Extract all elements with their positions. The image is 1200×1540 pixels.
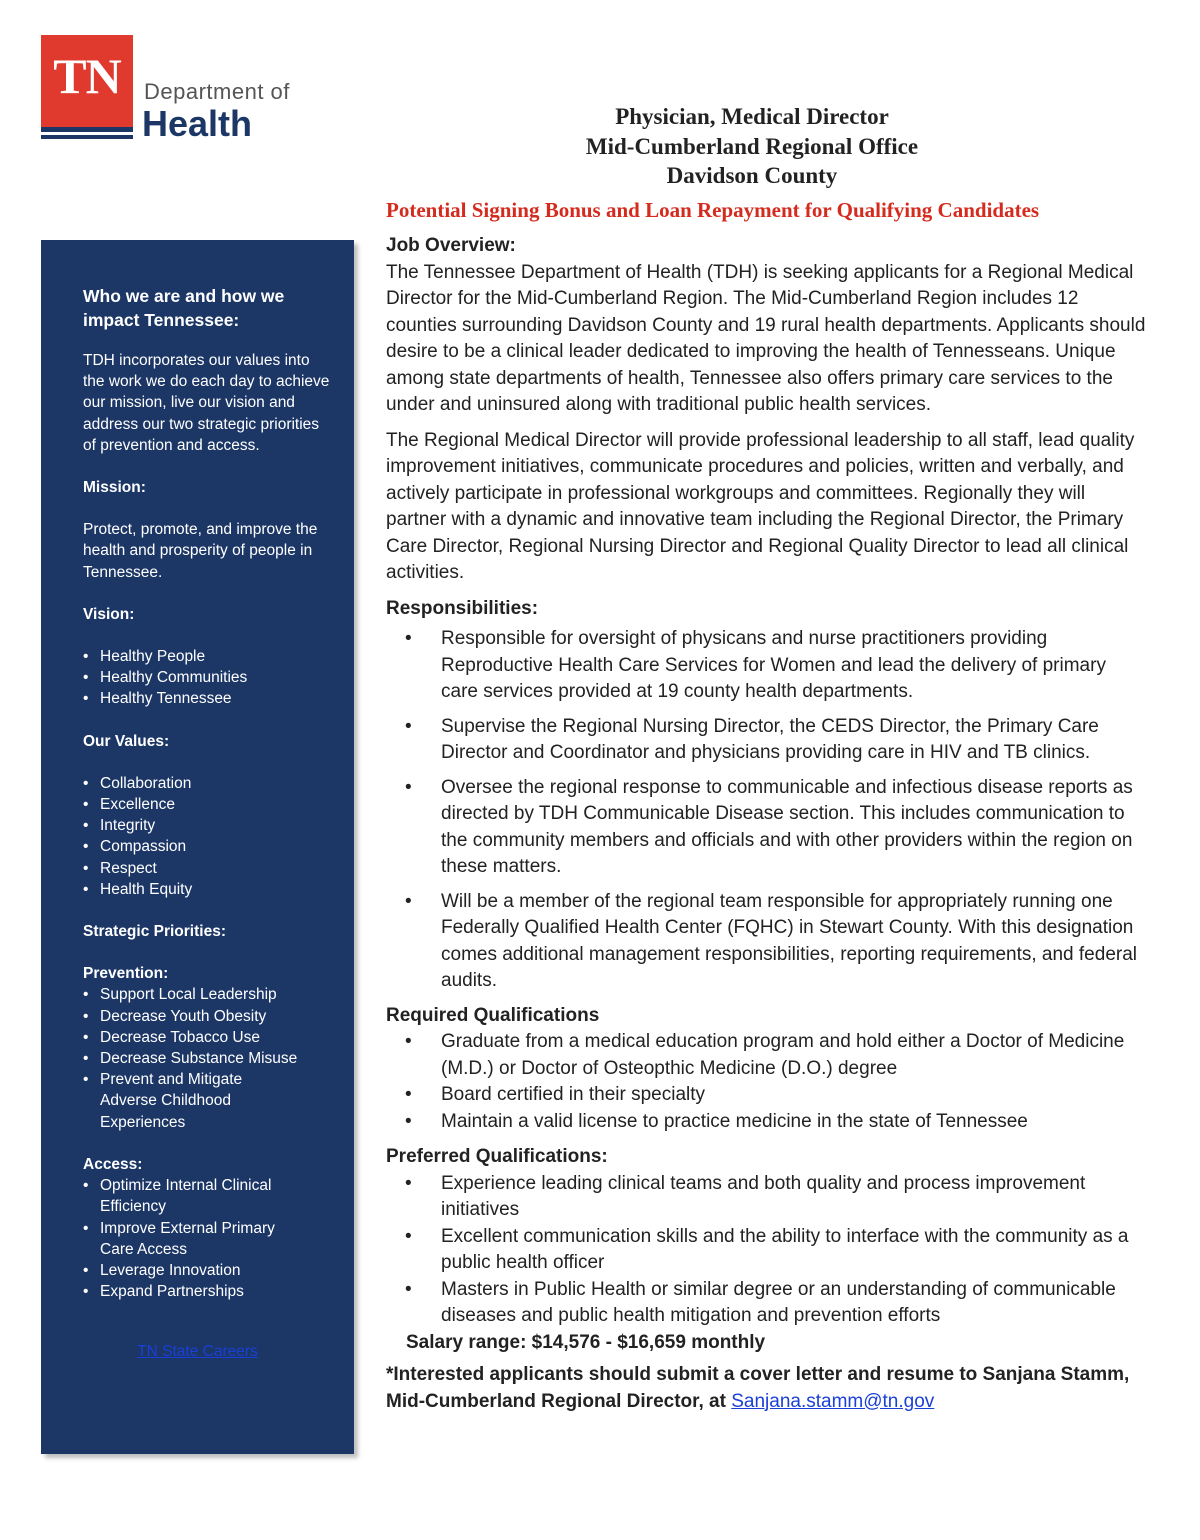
list-item: • Improve External Primary Care Access	[83, 1218, 283, 1260]
logo-department-text: Department of	[144, 79, 290, 104]
salary-range: Salary range: $14,576 - $16,659 monthly	[406, 1331, 766, 1353]
required-qualifications-list	[386, 1029, 1146, 1135]
list-item: • Graduate from a medical education program and hold either a Doctor of Medicine (M.D.) or Doctor of Osteopthic Medicine (D.O.) degree	[386, 1029, 1146, 1082]
overview-paragraph-1: The Tennessee Department of Health (TDH) is seeking applicants for a Regional Medical Director for the Mid-Cumberland Region. The Mid-Cumberland Region includes 12 counties surrounding Davidson County and 19 rural health departments. Applicants should desire to be a clinical leader dedicated to improving the health of Tennesseans. Unique among state departments of health, Tennessee also offers primary care services to the under and uninsured along with traditional public health services.	[386, 261, 1146, 415]
list-item: • Excellent communication skills and the ability to interface with the community as a public health officer	[386, 1224, 1146, 1277]
tn-health-logo	[41, 35, 301, 145]
list-item: • Supervise the Regional Nursing Director, the CEDS Director, the Primary Care Director and Coordinator and physicians providing care in HIV and TB clinics.	[386, 714, 1146, 767]
job-overview-heading: Job Overview:	[386, 235, 516, 256]
list-item: • Respect	[83, 858, 334, 879]
list-item: • Integrity	[83, 815, 334, 836]
apply-text: *Interested applicants should submit a cover letter and resume to Sanjana Stamm, Mid-Cumberland Regional Director, at	[386, 1364, 1130, 1412]
access-heading: Access:	[83, 1155, 143, 1173]
main-content	[386, 233, 1146, 1415]
list-item: • Optimize Internal Clinical Efficiency	[83, 1175, 293, 1217]
access-list	[83, 1175, 334, 1302]
sidebar-intro-heading: Who we are and how we impact Tennessee:	[83, 286, 285, 330]
logo-bar	[41, 135, 133, 139]
logo-health-text: Health	[142, 103, 253, 144]
vision-list	[83, 646, 334, 710]
overview-paragraph-2: The Regional Medical Director will provide professional leadership to all staff, lead quality improvement initiatives, communicate procedures and policies, written and verbally, and actively participate in professional workgroups and committees. Regionally they will partner with a dynamic and innovative team including the Regional Director, the Primary Care Director, Regional Nursing Director and Regional Quality Director to lead all clinical activities.	[386, 429, 1135, 583]
preferred-qualifications-list	[386, 1171, 1146, 1330]
office-name: Mid-Cumberland Regional Office	[585, 133, 919, 159]
required-qualifications-heading: Required Qualifications	[386, 1004, 600, 1026]
list-item: • Responsible for oversight of physicans and nurse practitioners providing Reproductive Health Care Services for Women and lead the delivery of primary care services provided at 19 county health departments.	[386, 626, 1146, 706]
strategic-priorities-heading: Strategic Priorities:	[83, 923, 226, 941]
contact-email-link[interactable]: Sanjana.stamm@tn.gov	[731, 1390, 935, 1412]
list-item: • Will be a member of the regional team responsible for appropriately running one Federally Qualified Health Center (FQHC) in Stewart County. With this designation comes additional management responsibilities, reporting requirements, and federal audits.	[386, 889, 1146, 995]
job-title: Physician, Medical Director	[615, 104, 889, 129]
list-item: • Support Local Leadership	[83, 984, 334, 1005]
list-item: • Excellence	[83, 794, 334, 815]
list-item: • Compassion	[83, 836, 334, 857]
list-item: • Healthy Communities	[83, 667, 334, 688]
prevention-list	[83, 984, 334, 1132]
mission-text: Protect, promote, and improve the health and prosperity of people in Tennessee.	[83, 521, 318, 581]
values-heading: Our Values:	[83, 732, 170, 750]
list-item: • Masters in Public Health or similar degree or an understanding of communicable diseases and public health mitigation and prevention efforts	[386, 1277, 1146, 1330]
page-title	[372, 102, 1132, 191]
county-name: Davidson County	[666, 163, 838, 188]
responsibilities-heading: Responsibilities:	[386, 597, 539, 619]
values-list	[83, 773, 334, 900]
signing-bonus-banner: Potential Signing Bonus and Loan Repayment for Qualifying Candidates	[386, 198, 1040, 222]
vision-heading: Vision:	[83, 605, 135, 623]
list-item: • Healthy People	[83, 646, 334, 667]
list-item: • Decrease Tobacco Use	[83, 1027, 334, 1048]
sidebar	[41, 240, 354, 1454]
list-item: • Experience leading clinical teams and both quality and process improvement initiatives	[386, 1171, 1146, 1224]
list-item: • Health Equity	[83, 879, 334, 900]
list-item: • Maintain a valid license to practice medicine in the state of Tennessee	[386, 1109, 1146, 1136]
list-item: • Decrease Substance Misuse	[83, 1048, 334, 1069]
list-item: • Collaboration	[83, 773, 334, 794]
logo-bar	[41, 127, 133, 132]
logo-tn-text: TN	[53, 48, 121, 104]
list-item: • Expand Partnerships	[83, 1281, 334, 1302]
list-item: • Leverage Innovation	[83, 1260, 334, 1281]
mission-heading: Mission:	[83, 479, 146, 497]
tn-state-careers-link[interactable]: TN State Careers	[137, 1343, 258, 1361]
list-item: • Board certified in their specialty	[386, 1082, 1146, 1109]
responsibilities-list	[386, 626, 1146, 995]
list-item: • Prevent and Mitigate Adverse Childhood Experiences	[83, 1069, 253, 1133]
list-item: • Oversee the regional response to communicable and infectious disease reports as directed by TDH Communicable Disease section. This includes communication to the community members and officials and with other providers within the region on these matters.	[386, 775, 1146, 881]
preferred-qualifications-heading: Preferred Qualifications:	[386, 1146, 608, 1167]
prevention-heading: Prevention:	[83, 965, 169, 983]
list-item: • Decrease Youth Obesity	[83, 1006, 334, 1027]
list-item: • Healthy Tennessee	[83, 688, 334, 709]
sidebar-intro-text: TDH incorporates our values into the work we do each day to achieve our mission, live our vision and address our two strategic priorities of prevention and access.	[83, 352, 330, 454]
application-instructions	[386, 1362, 1146, 1415]
